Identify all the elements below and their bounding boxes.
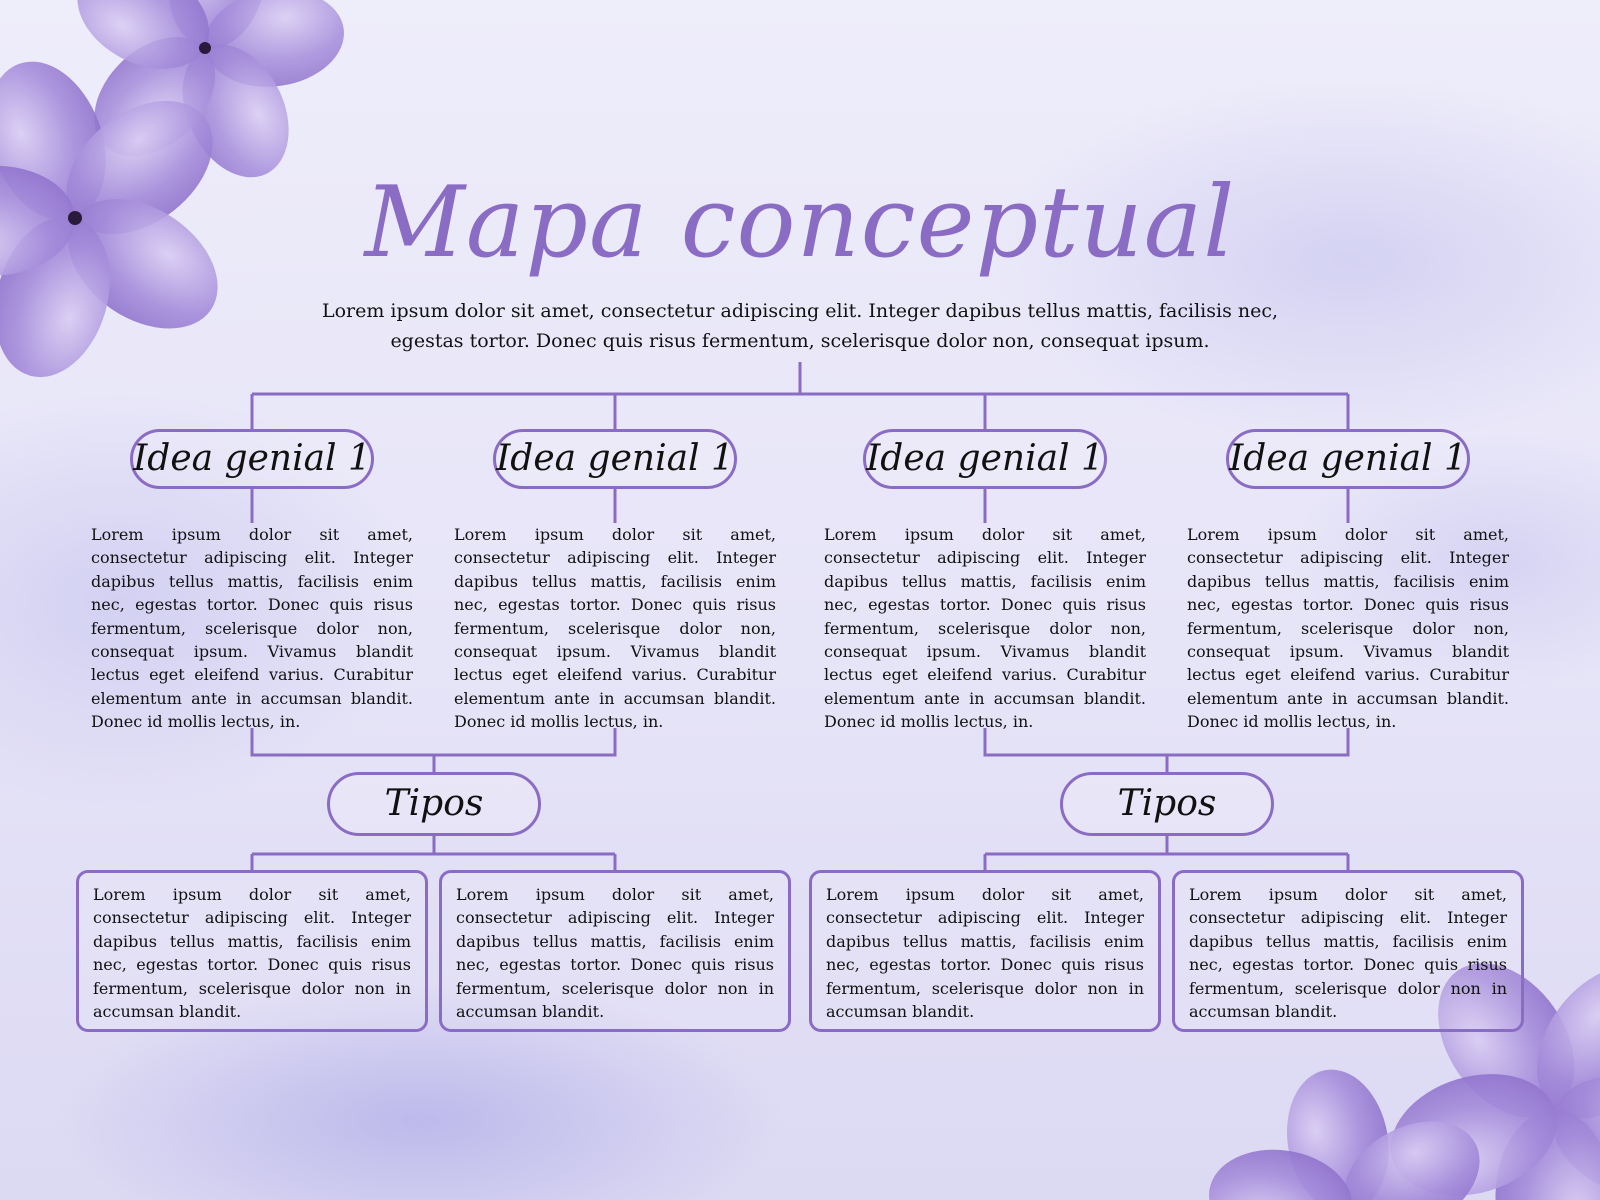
idea-description: Lorem ipsum dolor sit amet, consectetur adipiscing elit. Integer dapibus tellus mattis, facilisis enim nec, egestas tortor. Donec quis risus fermentum, scelerisque dolor non, consequat ipsum. Vivamus blandit lectus eget eleifend varius. Curabitur elementum ante in accumsan blandit. Donec id mollis lectus, in. xyxy=(824,525,1146,732)
page-title: Mapa conceptual xyxy=(364,166,1236,280)
connector-idea-down xyxy=(252,489,1348,523)
tipos-node: Tipos xyxy=(327,772,541,836)
type-box: Lorem ipsum dolor sit amet, consectetur adipiscing elit. Integer dapibus tellus mattis, facilisis enim nec, egestas tortor. Donec quis risus fermentum, scelerisque dolor non in accumsan blandit. xyxy=(76,870,428,1032)
idea-node: Idea genial 1 xyxy=(1226,429,1470,489)
type-box: Lorem ipsum dolor sit amet, consectetur adipiscing elit. Integer dapibus tellus mattis, facilisis enim nec, egestas tortor. Donec quis risus fermentum, scelerisque dolor non in accumsan blandit. xyxy=(809,870,1161,1032)
connector-tipos-right xyxy=(985,836,1348,870)
idea-description: Lorem ipsum dolor sit amet, consectetur adipiscing elit. Integer dapibus tellus mattis, facilisis enim nec, egestas tortor. Donec quis risus fermentum, scelerisque dolor non, consequat ipsum. Vivamus blandit lectus eget eleifend varius. Curabitur elementum ante in accumsan blandit. Donec id mollis lectus, in. xyxy=(454,525,776,732)
type-box: Lorem ipsum dolor sit amet, consectetur adipiscing elit. Integer dapibus tellus mattis, facilisis enim nec, egestas tortor. Donec quis risus fermentum, scelerisque dolor non in accumsan blandit. xyxy=(1172,870,1524,1032)
idea-node: Idea genial 1 xyxy=(130,429,374,489)
idea-node: Idea genial 1 xyxy=(493,429,737,489)
idea-node: Idea genial 1 xyxy=(863,429,1107,489)
connector-tipos-left xyxy=(252,836,615,870)
page-subtitle: Lorem ipsum dolor sit amet, consectetur adipiscing elit. Integer dapibus tellus mattis, facilisis nec, egestas tortor. Donec quis risus fermentum, scelerisque dolor non, consequat ipsum. xyxy=(321,300,1279,352)
connector-group-right xyxy=(985,728,1348,772)
connector-group-left xyxy=(252,728,615,772)
idea-description: Lorem ipsum dolor sit amet, consectetur adipiscing elit. Integer dapibus tellus mattis, facilisis enim nec, egestas tortor. Donec quis risus fermentum, scelerisque dolor non, consequat ipsum. Vivamus blandit lectus eget eleifend varius. Curabitur elementum ante in accumsan blandit. Donec id mollis lectus, in. xyxy=(91,525,413,732)
connector-root xyxy=(252,362,1348,429)
tipos-node: Tipos xyxy=(1060,772,1274,836)
type-box: Lorem ipsum dolor sit amet, consectetur adipiscing elit. Integer dapibus tellus mattis, facilisis enim nec, egestas tortor. Donec quis risus fermentum, scelerisque dolor non in accumsan blandit. xyxy=(439,870,791,1032)
idea-description: Lorem ipsum dolor sit amet, consectetur adipiscing elit. Integer dapibus tellus mattis, facilisis enim nec, egestas tortor. Donec quis risus fermentum, scelerisque dolor non, consequat ipsum. Vivamus blandit lectus eget eleifend varius. Curabitur elementum ante in accumsan blandit. Donec id mollis lectus, in. xyxy=(1187,525,1509,732)
